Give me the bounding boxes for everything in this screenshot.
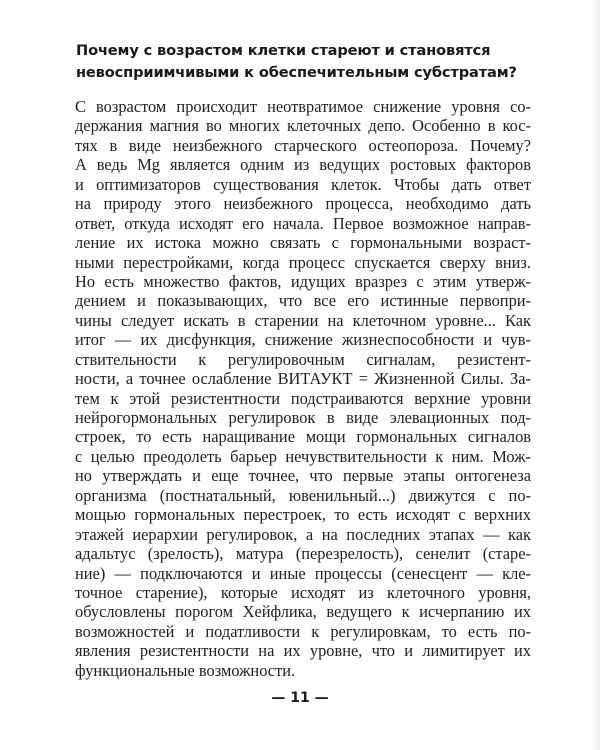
text-line: нейрогормональных регулировок в виде элевационных под-	[75, 408, 531, 427]
text-line: явления резистентности на их уровне, что и лимитирует их	[75, 641, 531, 661]
text-line: С возрастом происходит неотвратимое снижение уровня со-	[75, 97, 531, 116]
page-number: — 11 —	[271, 690, 329, 706]
text-line: тем к этой резистентности подстраиваются верхние уровни	[75, 388, 531, 408]
heading-line: Почему с возрастом клетки стареют и становятся	[76, 42, 491, 59]
text-line: и оптимизаторов существования клеток. Чтобы дать ответ	[75, 174, 531, 194]
text-line: на природу этого неизбежного процесса, необходимо дать	[75, 194, 531, 214]
text-line: возможностей и податливости к регулировкам, то есть по-	[75, 621, 531, 641]
text-line: ствительности к регулировочным сигналам, резистент-	[75, 349, 531, 369]
text-line: А ведь Mg является одним из ведущих ростовых факторов	[75, 155, 531, 175]
text-line: чины следует искать в старении на клеточном уровне... Как	[75, 310, 531, 330]
text-line: этажей иерархии регулировок, а на последних этапах — как	[75, 524, 531, 544]
heading-line: невосприимчивыми к обеспечительным субстратам?	[76, 64, 517, 81]
text-line: с целью преодолеть барьер нечувствительности к ним. Мож-	[75, 446, 531, 466]
text-line: ответ, откуда исходят его начала. Первое возможное направ-	[75, 213, 531, 233]
text-line: адальтус (зрелость), матура (перезрелость), сенелит (старе-	[75, 544, 531, 564]
text-line: ние) — подключаются и иные процессы (сенесцент — кле-	[75, 563, 531, 583]
page-edge-shadow	[590, 0, 600, 750]
text-line: ности, а точнее ослабление ВИТАУКТ = Жизненной Силы. За-	[75, 369, 531, 389]
text-line: но утверждать и еще точнее, что первые этапы онтогенеза	[75, 466, 531, 486]
body-paragraph	[75, 97, 531, 680]
section-heading	[76, 40, 536, 84]
text-line: Но есть множество фактов, идущих вразрез с этим утверж-	[75, 271, 531, 291]
text-line: тях в виде неизбежного старческого остеопороза. Почему?	[75, 135, 531, 155]
text-line: строек, то есть наращивание мощи гормональных сигналов	[75, 427, 531, 447]
text-line: точное старение), которые исходят из клеточного уровня,	[75, 582, 531, 602]
text-line: дением и показывающих, что все его истинные первопри-	[75, 291, 531, 311]
text-line: организма (постнатальный, ювенильный...) движутся с по-	[75, 485, 531, 505]
text-line: мощью гормональных перестроек, то есть исходят с верхних	[75, 505, 531, 525]
text-line: ными перестройками, когда процесс спускается сверху вниз.	[75, 252, 531, 272]
text-line: итог — их дисфункция, снижение жизнеспособности и чув-	[75, 330, 531, 350]
text-line: обусловлены порогом Хейфлика, ведущего к исчерпанию их	[75, 602, 531, 622]
text-line: держания магния во многих клеточных депо. Особенно в кос-	[75, 116, 531, 136]
text-line: функциональные возможности.	[75, 660, 296, 680]
text-line: ление их истока можно связать с гормональными возраст-	[75, 233, 531, 253]
